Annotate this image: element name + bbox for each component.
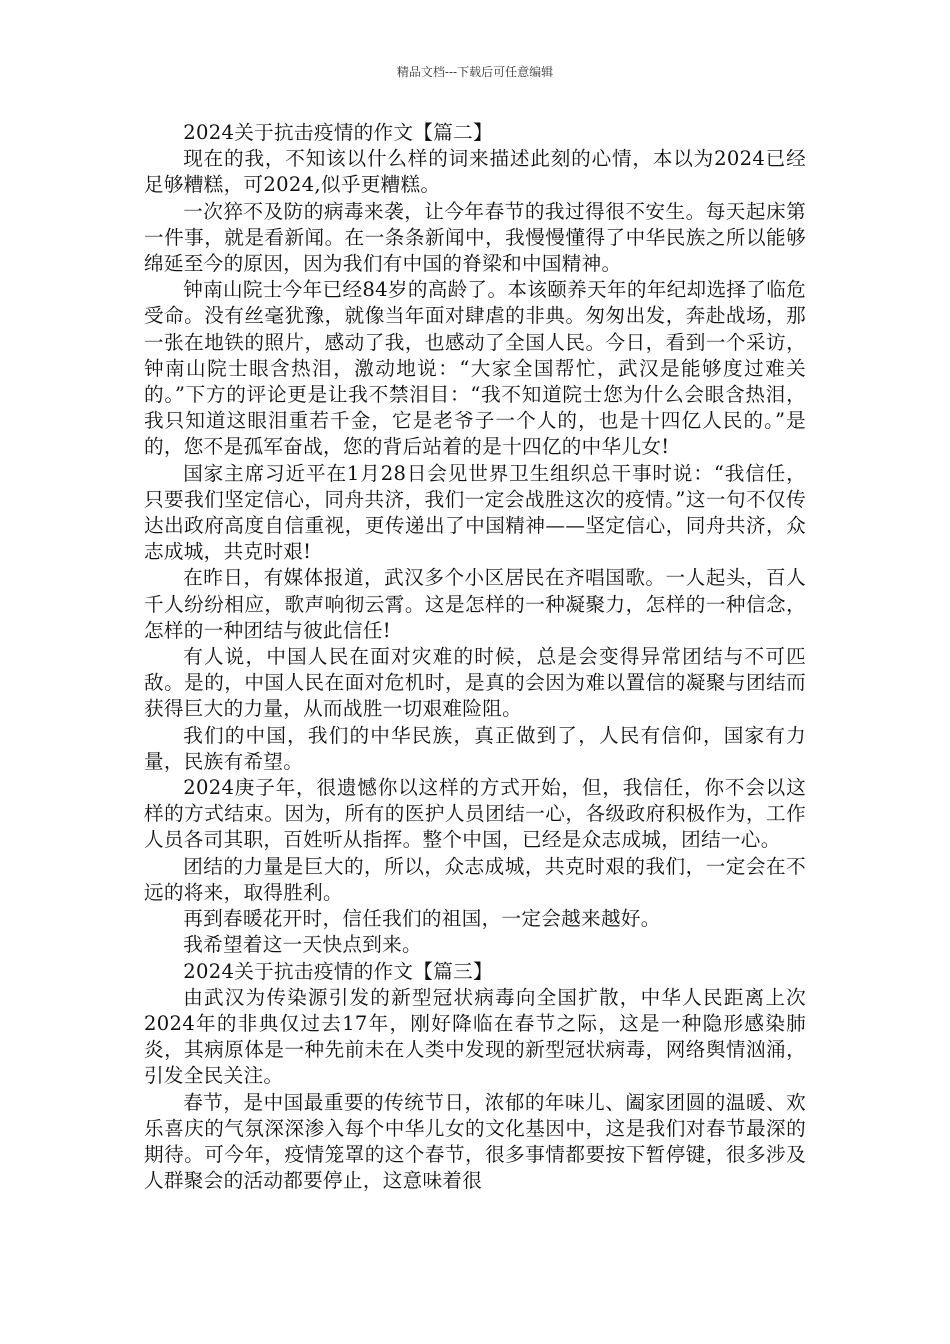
paragraph: 钟南山院士今年已经84岁的高龄了。本该颐养天年的年纪却选择了临危受命。没有丝毫犹豫，就像当年面对肆虐的非典。匆匆出发，奔赴战场，那一张在地铁的照片，感动了我，也感动了全国人民。今日，看到一个采访，钟南山院士眼含热泪，激动地说：“大家全国帮忙，武汉是能够度过难关的。”下方的评论更是让我不禁泪目：“我不知道院士您为什么会眼含热泪，我只知道这眼泪重若千金，它是老爷子一个人的，也是十四亿人民的。”是的，您不是孤军奋战，您的背后站着的是十四亿的中华儿女! bbox=[144, 278, 806, 459]
paragraph: 我希望着这一天快点到来。 bbox=[183, 933, 422, 957]
paragraph: 由武汉为传染源引发的新型冠状病毒向全国扩散，中华人民距离上次2024年的非典仅过去17年，刚好降临在春节之际，这是一种隐形感染肺炎，其病原体是一种先前未在人类中发现的新型冠状病毒，网络舆情汹涌，引发全民关注。 bbox=[144, 985, 806, 1088]
paragraph: 再到春暖花开时，信任我们的祖国，一定会越来越好。 bbox=[183, 907, 661, 931]
paragraph: 一次猝不及防的病毒来袭，让今年春节的我过得很不安生。每天起床第一件事，就是看新闻。在一条条新闻中，我慢慢懂得了中华民族之所以能够绵延至今的原因，因为我们有中国的脊梁和中国精神。 bbox=[144, 199, 806, 276]
paragraph: 现在的我，不知该以什么样的词来描述此刻的心情，本以为2024已经足够糟糕，可2024,似乎更糟糕。 bbox=[144, 147, 806, 197]
page-header: 精品文档---下载后可任意编辑 bbox=[396, 65, 554, 79]
section-title-part-3: 2024关于抗击疫情的作文【篇三】 bbox=[183, 959, 493, 983]
paragraph: 我们的中国，我们的中华民族，真正做到了，人民有信仰，国家有力量，民族有希望。 bbox=[144, 723, 806, 773]
paragraph: 2024庚子年，很遗憾你以这样的方式开始，但，我信任，你不会以这样的方式结束。因为，所有的医护人员团结一心，各级政府积极作为，工作人员各司其职，百姓听从指挥。整个中国，已经是众志成城，团结一心。 bbox=[144, 776, 806, 852]
document-body bbox=[144, 120, 806, 1194]
section-title-part-2: 2024关于抗击疫情的作文【篇二】 bbox=[183, 121, 493, 144]
paragraph: 有人说，中国人民在面对灾难的时候，总是会变得异常团结与不可匹敌。是的，中国人民在面对危机时，是真的会因为难以置信的凝聚与团结而获得巨大的力量，从而战胜一切艰难险阻。 bbox=[144, 645, 806, 721]
paragraph: 国家主席习近平在1月28日会见世界卫生组织总干事时说：“我信任，只要我们坚定信心，同舟共济，我们一定会战胜这次的疫情。”这一句不仅传达出政府高度自信重视，更传递出了中国精神——坚定信心，同舟共济，众志成城，共克时艰! bbox=[144, 461, 806, 564]
paragraph: 在昨日，有媒体报道，武汉多个小区居民在齐唱国歌。一人起头，百人千人纷纷相应，歌声响彻云霄。这是怎样的一种凝聚力，怎样的一种信念，怎样的一种团结与彼此信任! bbox=[144, 566, 806, 642]
paragraph: 春节，是中国最重要的传统节日，浓郁的年味儿、阖家团圆的温暖、欢乐喜庆的气氛深深渗入每个中华儿女的文化基因中，这是我们对春节最深的期待。可今年，疫情笼罩的这个春节，很多事情都要按下暂停键，很多涉及人群聚会的活动都要停止，这意味着很 bbox=[144, 1090, 806, 1193]
paragraph: 团结的力量是巨大的，所以，众志成城，共克时艰的我们，一定会在不远的将来，取得胜利。 bbox=[144, 854, 806, 904]
